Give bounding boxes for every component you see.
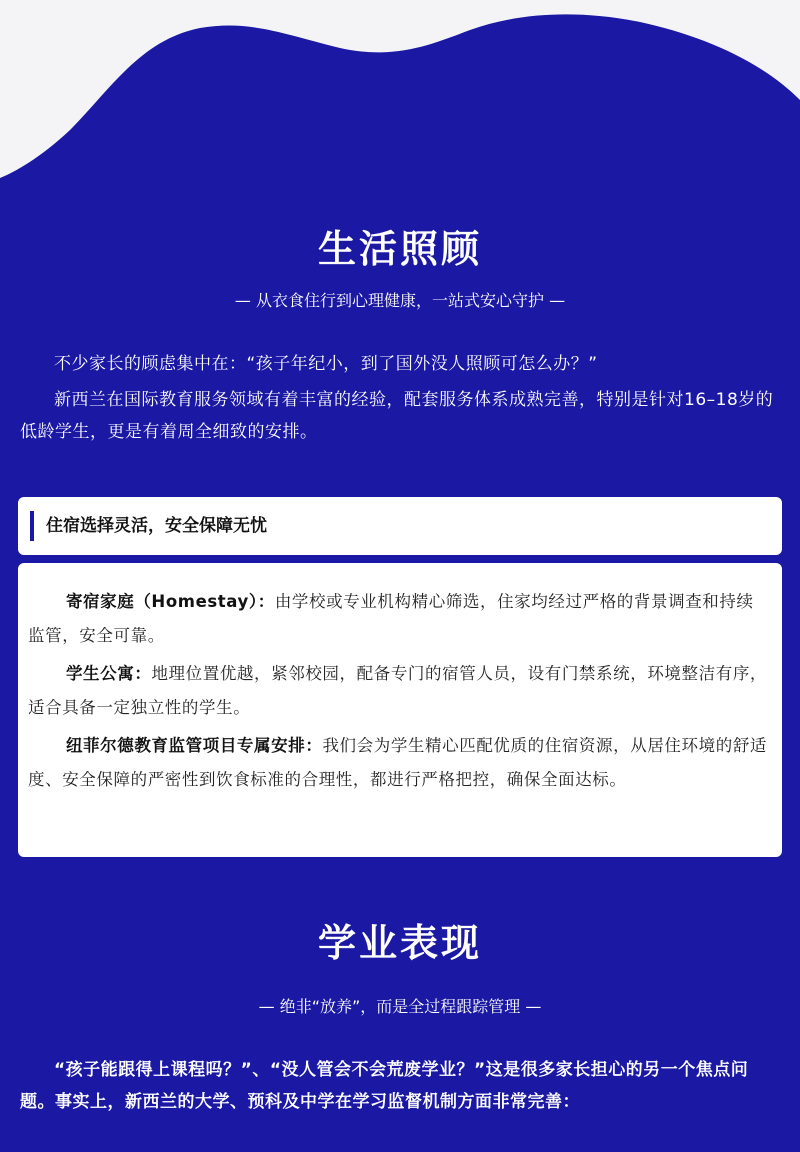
desc-newfield-arrangement: 我们会为学生精心匹配优质的住宿资源，从居住环境的舒适度、安全保障的严密性到饮食标准的合理性，都进行严格把控，确保全面达标。 bbox=[28, 736, 768, 789]
section-title-life-care: 生活照顾 bbox=[317, 227, 482, 271]
term-homestay: 寄宿家庭（Homestay）： bbox=[65, 592, 275, 611]
intro-paragraph-parents-concern: 不少家长的顾虑集中在：“孩子年纪小，到了国外没人照顾可怎么办？” bbox=[54, 354, 598, 374]
list-item-newfield-arrangement bbox=[28, 729, 768, 797]
section-title-academic: 学业表现 bbox=[317, 921, 482, 965]
header-wave-decoration bbox=[0, 0, 800, 190]
accommodation-header-title: 住宿选择灵活，安全保障无忧 bbox=[46, 516, 267, 536]
section-subtitle-academic: — 绝非“放养”，而是全过程跟踪管理 — bbox=[258, 997, 542, 1016]
academic-paragraph: “孩子能跟得上课程吗？”、“没人管会不会荒废学业？”这是很多家长担心的另一个焦点问题。事实上，新西兰的大学、预科及中学在学习监督机制方面非常完善： bbox=[20, 1060, 749, 1112]
term-apartment: 学生公寓： bbox=[65, 664, 152, 683]
desc-homestay: 由学校或专业机构精心筛选，住家均经过严格的背景调查和持续监管，安全可靠。 bbox=[28, 592, 754, 645]
desc-apartment: 地理位置优越，紧邻校园，配备专门的宿管人员，设有门禁系统，环境整洁有序，适合具备一定独立性的学生。 bbox=[28, 664, 768, 717]
term-newfield-arrangement: 纽菲尔德教育监管项目专属安排： bbox=[65, 736, 323, 755]
accent-bar bbox=[30, 511, 34, 541]
accommodation-header-card bbox=[18, 497, 782, 555]
list-item-homestay bbox=[28, 585, 768, 653]
intro-paragraph-nz-services: 新西兰在国际教育服务领域有着丰富的经验，配套服务体系成熟完善，特别是针对16–18岁的低龄学生，更是有着周全细致的安排。 bbox=[20, 390, 774, 442]
accommodation-content-card bbox=[18, 563, 782, 857]
section-subtitle-life-care: — 从衣食住行到心理健康，一站式安心守护 — bbox=[234, 291, 566, 310]
list-item-apartment bbox=[28, 657, 768, 725]
